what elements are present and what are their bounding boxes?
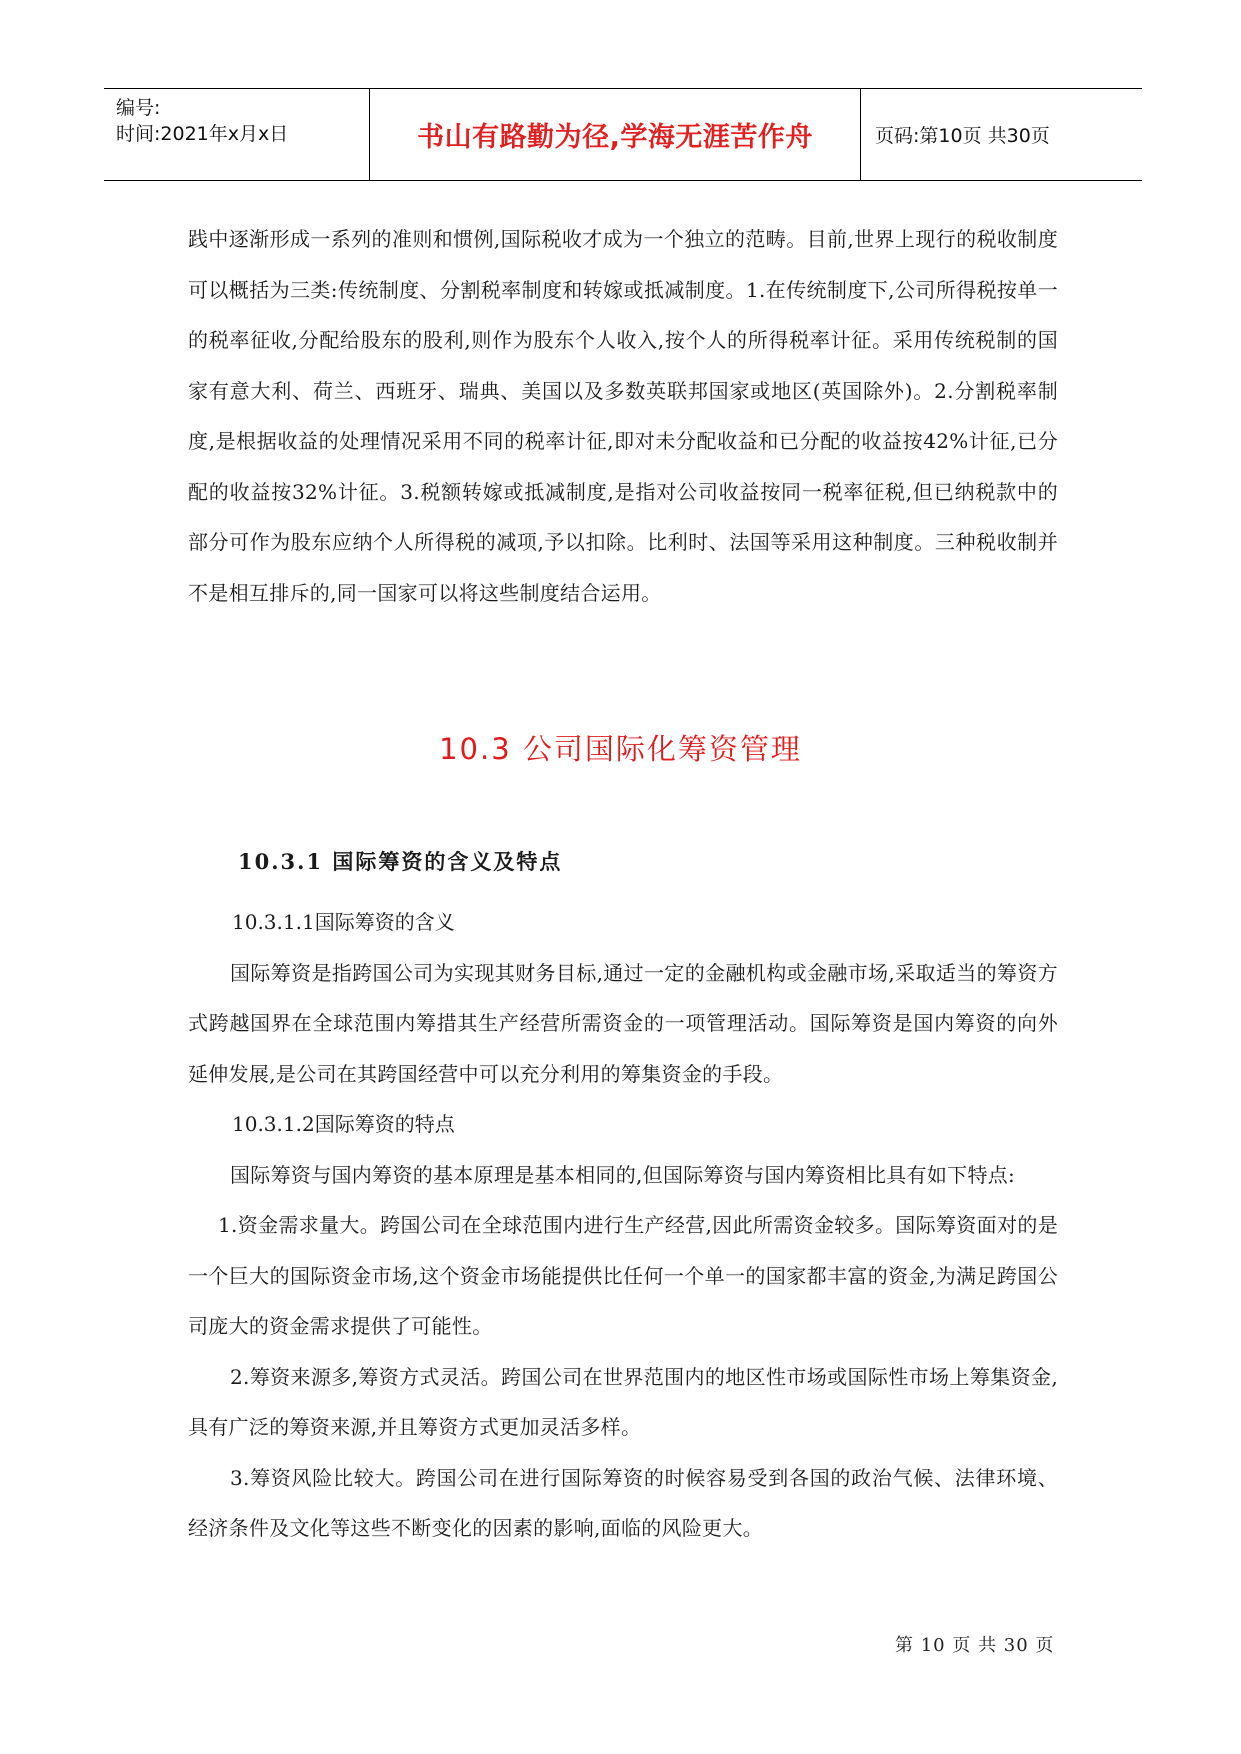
paragraph-tax-systems: 践中逐渐形成一系列的准则和惯例,国际税收才成为一个独立的范畴。目前,世界上现行的税收制度可以概括为三类:传统制度、分割税率制度和转嫁或抵减制度。1.在传统制度下,公司所得税按单一的税率征收,分配给股东的股利,则作为股东个人收入,按个人的所得税率计征。采用传统税制的国家有意大利、荷兰、西班牙、瑞典、美国以及多数英联邦国家或地区(英国除外)。2.分割税率制度,是根据收益的处理情况采用不同的税率计征,即对未分配收益和已分配的收益按42%计征,已分配的收益按32%计征。3.税额转嫁或抵减制度,是指对公司收益按同一税率征税,但已纳税款中的部分可作为股东应纳个人所得税的减项,予以扣除。比利时、法国等采用这种制度。三种税收制并不是相互排斥的,同一国家可以将这些制度结合运用。 [188,227,1058,605]
subsection-title: 10.3.1 国际筹资的含义及特点 [238,849,563,874]
header-motto: 书山有路勤为径,学海无涯苦作舟 [370,89,861,180]
list-item-point-3: 3.筹资风险比较大。跨国公司在进行国际筹资的时候容易受到各国的政治气候、法律环境、经济条件及文化等这些不断变化的因素的影响,面临的风险更大。 [188,1465,1058,1540]
list-item-point-1: 1.资金需求量大。跨国公司在全球范围内进行生产经营,因此所需资金较多。国际筹资面对的是一个巨大的国际资金市场,这个资金市场能提供比任何一个单一的国家都丰富的资金,为满足跨国公司庞大的资金需求提供了可能性。 [188,1213,1058,1338]
page-footer: 第 10 页 共 30 页 [895,1635,1055,1656]
section-title: 10.3 公司国际化筹资管理 [439,732,802,766]
document-time-label: 时间:2021年x月x日 [116,123,289,145]
item-title-features: 10.3.1.2国际筹资的特点 [232,1112,455,1136]
header-meta [104,89,370,180]
list-item-point-2: 2.筹资来源多,筹资方式灵活。跨国公司在世界范围内的地区性市场或国际性市场上筹集资金,具有广泛的筹资来源,并且筹资方式更加灵活多样。 [188,1364,1058,1439]
document-number-label: 编号: [116,97,161,119]
paragraph-meaning: 国际筹资是指跨国公司为实现其财务目标,通过一定的金融机构或金融市场,采取适当的筹资方式跨越国界在全球范围内筹措其生产经营所需资金的一项管理活动。国际筹资是国内筹资的向外延伸发展,是公司在其跨国经营中可以充分利用的筹集资金的手段。 [188,960,1058,1086]
document-body [188,214,1058,618]
item-title-meaning: 10.3.1.1国际筹资的含义 [232,910,455,934]
paragraph-features-intro: 国际筹资与国内筹资的基本原理是基本相同的,但国际筹资与国内筹资相比具有如下特点: [230,1162,1016,1187]
page-header [104,88,1142,181]
section-body [188,897,1058,1554]
header-page-info: 页码:第10页 共30页 [875,125,1050,147]
